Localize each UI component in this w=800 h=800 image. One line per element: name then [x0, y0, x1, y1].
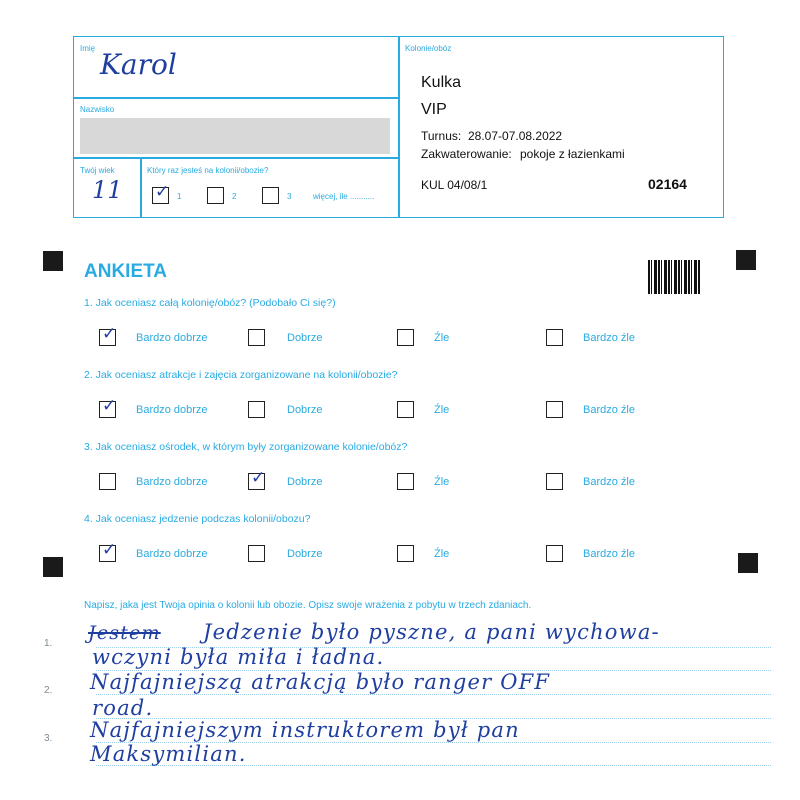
opinion-line-number: 2. — [44, 685, 53, 696]
handwritten-answer-line: Jedzenie było pyszne, a pani wychowa- — [203, 620, 660, 644]
age-label: Twój wiek — [80, 166, 115, 175]
q1-option-label: Dobrze — [287, 332, 323, 344]
q2-option-bardzo-zle-checkbox[interactable] — [546, 401, 563, 418]
times-label: Który raz jesteś na kolonii/obozie? — [147, 166, 269, 175]
q1-option-label: Źle — [434, 332, 450, 344]
check-mark-icon: ✓ — [155, 182, 170, 202]
q2-option-label: Bardzo źle — [583, 404, 635, 416]
question-1: 1. Jak oceniasz całą kolonię/obóz? (Podobało Ci się?) — [84, 297, 336, 309]
name-label: Imię — [80, 44, 96, 53]
handwritten-answer-line: road. — [92, 696, 154, 720]
q1-option-label: Bardzo źle — [583, 332, 635, 344]
handwritten-answer-line: Najfajniejszym instruktorem był pan — [90, 718, 520, 742]
q4-option-label: Bardzo dobrze — [136, 548, 208, 560]
q4-option-bardzo-zle-checkbox[interactable] — [546, 545, 563, 562]
q3-option-label: Dobrze — [287, 476, 323, 488]
question-2: 2. Jak oceniasz atrakcje i zajęcia zorganizowane na kolonii/obozie? — [84, 369, 398, 381]
q2-option-dobrze-checkbox[interactable] — [248, 401, 265, 418]
accommodation-value: pokoje z łazienkami — [520, 147, 625, 161]
q4-option-bardzo-dobrze-checkbox[interactable] — [99, 540, 117, 562]
check-mark-icon: ✓ — [102, 540, 117, 560]
q2-option-label: Bardzo dobrze — [136, 404, 208, 416]
times-option-2: 2 — [232, 192, 237, 201]
q1-option-label: Bardzo dobrze — [136, 332, 208, 344]
q3-option-bardzo-dobrze-checkbox[interactable] — [99, 473, 116, 490]
accommodation-label: Zakwaterowanie: — [421, 147, 512, 161]
registration-marker — [736, 250, 756, 270]
handwritten-answer-line: wczyni była miła i ładna. — [92, 645, 385, 669]
handwritten-answer-line: Najfajniejszą atrakcją było ranger OFF — [90, 670, 551, 694]
handwritten-answer-line: Maksymilian. — [90, 742, 247, 766]
check-mark-icon: ✓ — [251, 468, 266, 488]
form-number: 02164 — [648, 176, 687, 192]
q3-option-dobrze-checkbox[interactable] — [248, 468, 266, 490]
question-4: 4. Jak oceniasz jedzenie podczas kolonii/obozu? — [84, 513, 311, 525]
check-mark-icon: ✓ — [102, 396, 117, 416]
q4-option-label: Dobrze — [287, 548, 323, 560]
q3-option-label: Bardzo źle — [583, 476, 635, 488]
opinion-line-number: 3. — [44, 733, 53, 744]
q4-option-label: Bardzo źle — [583, 548, 635, 560]
surname-label: Nazwisko — [80, 105, 115, 114]
times-checkbox-2[interactable] — [207, 187, 224, 204]
header-divider-age — [140, 157, 142, 218]
age-value: 11 — [92, 176, 123, 204]
registration-marker — [43, 557, 63, 577]
q3-option-label: Źle — [434, 476, 450, 488]
opinion-prompt: Napisz, jaka jest Twoja opinia o kolonii lub obozie. Opisz swoje wrażenia z pobytu w trzech zdaniach. — [84, 600, 532, 611]
q3-option-bardzo-zle-checkbox[interactable] — [546, 473, 563, 490]
camp-name: Kulka — [421, 74, 462, 91]
turnus-value: 28.07-07.08.2022 — [468, 129, 563, 143]
barcode — [648, 260, 701, 294]
header-divider-h1 — [73, 97, 399, 99]
check-mark-icon: ✓ — [102, 324, 117, 344]
name-value: Karol — [100, 48, 177, 81]
times-checkbox-3[interactable] — [262, 187, 279, 204]
times-checkbox-1[interactable] — [152, 182, 170, 204]
question-3: 3. Jak oceniasz ośrodek, w którym były zorganizowane kolonie/obóz? — [84, 441, 408, 453]
q2-option-label: Dobrze — [287, 404, 323, 416]
camp-code: KUL 04/08/1 — [421, 178, 488, 192]
surname-redaction — [80, 118, 390, 154]
q1-option-bardzo-zle-checkbox[interactable] — [546, 329, 563, 346]
camp-type: VIP — [421, 101, 447, 118]
q1-option-dobrze-checkbox[interactable] — [248, 329, 265, 346]
opinion-line-number: 1. — [44, 638, 53, 649]
times-option-more: więcej, ile ........... — [313, 192, 375, 201]
turnus-label: Turnus: — [421, 129, 462, 143]
registration-marker — [43, 251, 63, 271]
q4-option-zle-checkbox[interactable] — [397, 545, 414, 562]
q3-option-label: Bardzo dobrze — [136, 476, 208, 488]
times-option-1: 1 — [177, 192, 182, 201]
q2-option-label: Źle — [434, 404, 450, 416]
q4-option-dobrze-checkbox[interactable] — [248, 545, 265, 562]
survey-title: ANKIETA — [84, 261, 168, 282]
header-divider-vertical — [398, 36, 400, 218]
q1-option-bardzo-dobrze-checkbox[interactable] — [99, 324, 117, 346]
q4-option-label: Źle — [434, 548, 450, 560]
q2-option-bardzo-dobrze-checkbox[interactable] — [99, 396, 117, 418]
q3-option-zle-checkbox[interactable] — [397, 473, 414, 490]
q1-option-zle-checkbox[interactable] — [397, 329, 414, 346]
crossed-out-word: Jestem — [88, 622, 161, 644]
registration-marker — [738, 553, 758, 573]
q2-option-zle-checkbox[interactable] — [397, 401, 414, 418]
camp-label: Kolonie/obóz — [405, 44, 452, 53]
header-divider-h2 — [73, 157, 399, 159]
writing-line — [96, 694, 771, 695]
times-option-3: 3 — [287, 192, 292, 201]
